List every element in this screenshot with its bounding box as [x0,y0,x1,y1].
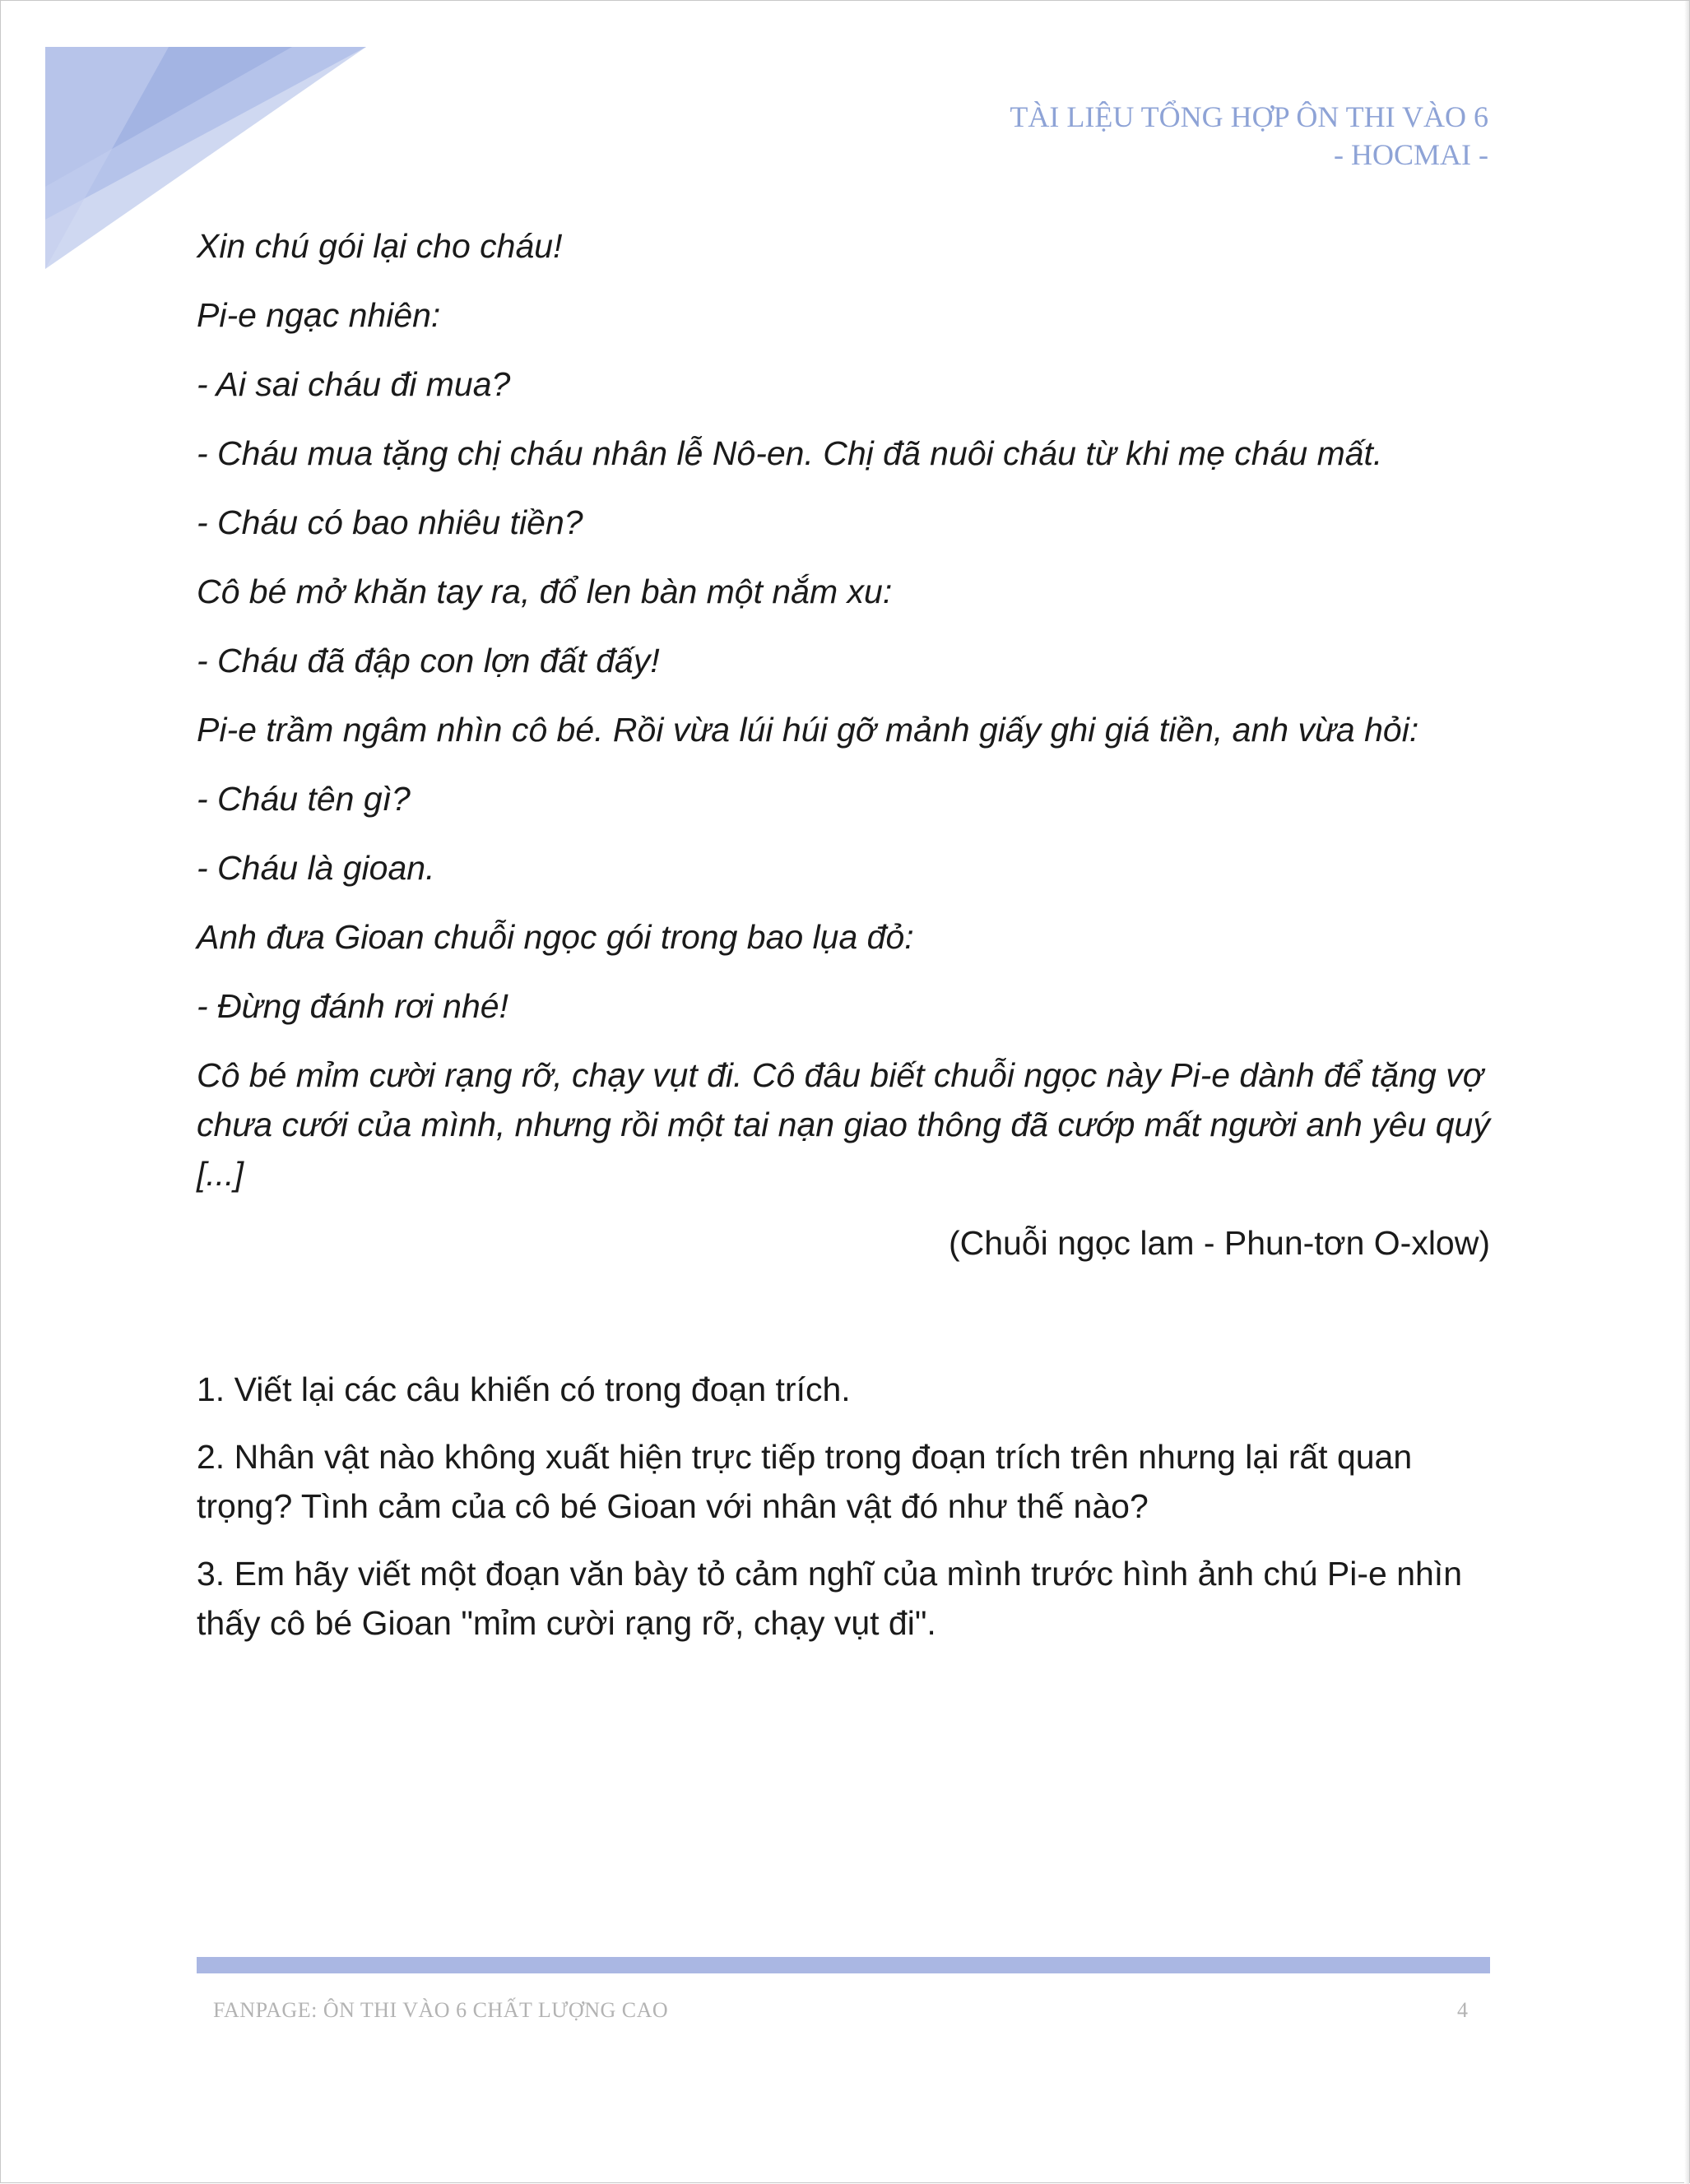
story-paragraph: - Ai sai cháu đi mua? [197,365,511,403]
footer-fanpage-text: FANPAGE: ÔN THI VÀO 6 CHẤT LƯỢNG CAO [213,1998,669,2022]
story-paragraph: Pi-e trầm ngâm nhìn cô bé. Rồi vừa lúi húi gỡ mảnh giấy ghi giá tiền, anh vừa hỏi: [197,711,1419,749]
story-paragraph: - Cháu mua tặng chị cháu nhân lễ Nô-en. Chị đã nuôi cháu từ khi mẹ cháu mất. [197,434,1383,472]
page-edge-shadow [1684,1,1689,2184]
story-paragraph: - Cháu đã đập con lợn đất đấy! [197,642,660,679]
page-header [1010,98,1488,174]
story-paragraph: - Cháu tên gì? [197,780,411,818]
story-paragraph: - Cháu là gioan. [197,849,435,887]
story-excerpt [197,221,1490,1268]
footer-divider-bar [197,1957,1490,1973]
story-paragraph: - Cháu có bao nhiêu tiền? [197,503,583,541]
main-content [197,221,1490,1666]
story-paragraph: Cô bé mở khăn tay ra, đổ len bàn một nắm xu: [197,573,893,610]
story-paragraph: - Đừng đánh rơi nhé! [197,987,508,1025]
question-list [197,1365,1490,1648]
story-source-citation: (Chuỗi ngọc lam - Phun-tơn O-xlow) [948,1224,1490,1262]
story-paragraph: Xin chú gói lại cho cháu! [197,227,563,265]
question-item: 1. Viết lại các câu khiến có trong đoạn trích. [197,1370,851,1408]
story-paragraph: Pi-e ngạc nhiên: [197,296,441,334]
question-item: 2. Nhân vật nào không xuất hiện trực tiếp trong đoạn trích trên nhưng lại rất quan trọng? Tình cảm của cô bé Gioan với nhân vật đó như thế nào? [197,1438,1413,1525]
question-item: 3. Em hãy viết một đoạn văn bày tỏ cảm nghĩ của mình trước hình ảnh chú Pi-e nhìn thấy cô bé Gioan "mỉm cười rạng rỡ, chạy vụt đi". [197,1555,1463,1642]
header-subtitle: - HOCMAI - [1334,138,1488,171]
story-paragraph: Cô bé mỉm cười rạng rỡ, chạy vụt đi. Cô đâu biết chuỗi ngọc này Pi-e dành để tặng vợ chưa cưới của mình, nhưng rồi một tai nạn giao thông đã cướp mất người anh yêu quý [...] [197,1056,1490,1193]
story-paragraph: Anh đưa Gioan chuỗi ngọc gói trong bao lụa đỏ: [197,918,914,956]
header-title: TÀI LIỆU TỔNG HỢP ÔN THI VÀO 6 [1010,100,1488,133]
footer-page-number: 4 [1457,1998,1468,2022]
